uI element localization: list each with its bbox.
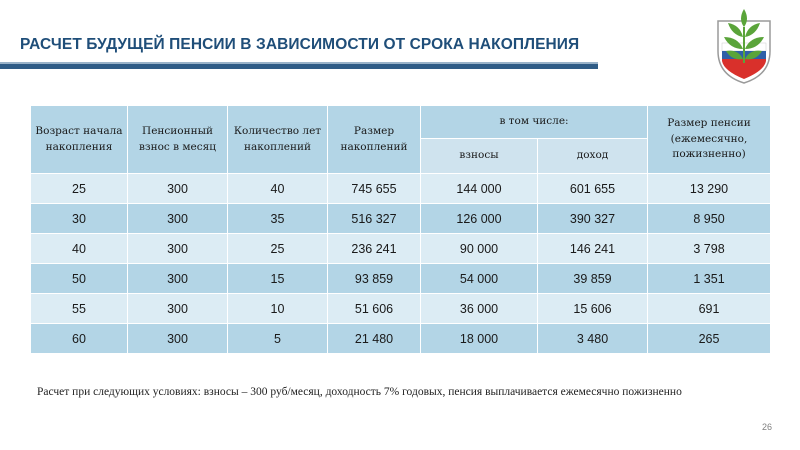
header-savings: Размер накоплений xyxy=(328,106,421,174)
cell-contribution: 300 xyxy=(128,204,228,234)
cell-age: 25 xyxy=(31,174,128,204)
table-row xyxy=(31,204,771,234)
cell-pension: 691 xyxy=(648,294,771,324)
cell-contribution: 300 xyxy=(128,264,228,294)
cell-savings: 21 480 xyxy=(328,324,421,354)
cell-contribution: 300 xyxy=(128,324,228,354)
pension-table xyxy=(30,105,771,354)
cell-contributions-total: 126 000 xyxy=(421,204,538,234)
cell-years: 40 xyxy=(228,174,328,204)
cell-pension: 265 xyxy=(648,324,771,354)
cell-age: 55 xyxy=(31,294,128,324)
cell-income: 390 327 xyxy=(538,204,648,234)
cell-contributions-total: 90 000 xyxy=(421,234,538,264)
cell-contribution: 300 xyxy=(128,174,228,204)
cell-age: 60 xyxy=(31,324,128,354)
cell-age: 30 xyxy=(31,204,128,234)
cell-contributions-total: 54 000 xyxy=(421,264,538,294)
cell-years: 35 xyxy=(228,204,328,234)
page-number: 26 xyxy=(761,422,772,432)
cell-contributions-total: 18 000 xyxy=(421,324,538,354)
union-logo-icon xyxy=(710,5,778,87)
cell-income: 3 480 xyxy=(538,324,648,354)
cell-years: 15 xyxy=(228,264,328,294)
header-including-contributions: взносы xyxy=(421,139,538,174)
header-including: в том числе: xyxy=(421,106,648,139)
cell-pension: 3 798 xyxy=(648,234,771,264)
cell-savings: 51 606 xyxy=(328,294,421,324)
cell-savings: 93 859 xyxy=(328,264,421,294)
cell-savings: 745 655 xyxy=(328,174,421,204)
slide-title: РАСЧЕТ БУДУЩЕЙ ПЕНСИИ В ЗАВИСИМОСТИ ОТ СРОКА НАКОПЛЕНИЯ xyxy=(20,36,580,53)
title-underline xyxy=(0,62,598,69)
header-contribution: Пенсионный взнос в месяц xyxy=(128,106,228,174)
cell-income: 15 606 xyxy=(538,294,648,324)
table-row xyxy=(31,234,771,264)
cell-pension: 13 290 xyxy=(648,174,771,204)
cell-income: 146 241 xyxy=(538,234,648,264)
cell-years: 25 xyxy=(228,234,328,264)
cell-age: 50 xyxy=(31,264,128,294)
cell-contributions-total: 144 000 xyxy=(421,174,538,204)
cell-contribution: 300 xyxy=(128,294,228,324)
header-pension: Размер пенсии (ежемесячно, пожизненно) xyxy=(648,106,771,174)
header-age: Возраст начала накопления xyxy=(31,106,128,174)
cell-years: 5 xyxy=(228,324,328,354)
cell-pension: 8 950 xyxy=(648,204,771,234)
table-row xyxy=(31,294,771,324)
cell-age: 40 xyxy=(31,234,128,264)
cell-years: 10 xyxy=(228,294,328,324)
cell-pension: 1 351 xyxy=(648,264,771,294)
cell-income: 39 859 xyxy=(538,264,648,294)
cell-savings: 236 241 xyxy=(328,234,421,264)
cell-contribution: 300 xyxy=(128,234,228,264)
header-including-income: доход xyxy=(538,139,648,174)
table-row xyxy=(31,174,771,204)
calculation-conditions-note: Расчет при следующих условиях: взносы – 300 руб/месяц, доходность 7% годовых, пенсия выплачивается ежемесячно пожизненно xyxy=(37,386,682,398)
header-years: Количество лет накоплений xyxy=(228,106,328,174)
table-row xyxy=(31,264,771,294)
cell-contributions-total: 36 000 xyxy=(421,294,538,324)
table-row xyxy=(31,324,771,354)
pension-table-container xyxy=(30,105,770,354)
cell-savings: 516 327 xyxy=(328,204,421,234)
cell-income: 601 655 xyxy=(538,174,648,204)
